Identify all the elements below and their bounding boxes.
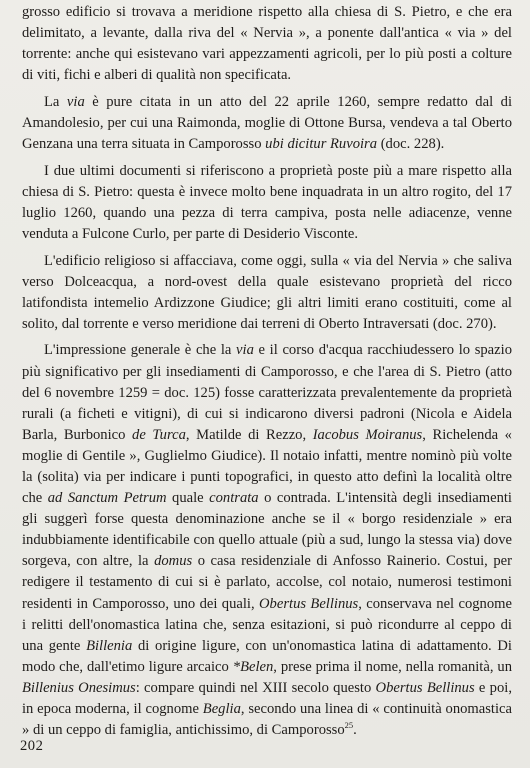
text-run: L'impressione generale è che la: [44, 342, 237, 359]
text-run: , prese prima il nome, nella romanità, un: [273, 658, 513, 675]
text-run: e il corso d'acqua racchiudessero lo spazio più significativo per gli insediamenti di Camporosso, e che l'area di S. Pietro (atto del 6 novembre 1259 = doc. 125) fosse caratterizzata prevalentemente da proprietà rurali (a ficheti e vitigni), di cui si indicarono diversi padroni (Nicola e Aidela Barla, Burbonico: [22, 342, 512, 443]
text-run: o contrada. L'intensità degli insediamenti gli suggerì forse questa denominazione anche se il « borgo residenziale » era indubbiamente identificabile con quello attuale (più a sud, lungo la stessa via) dove sorgeva, con altre, la: [22, 490, 512, 570]
text-run: e poi, in epoca moderna, il cognome: [22, 679, 512, 717]
italic-term: via: [236, 342, 254, 359]
italic-term: de Turca: [132, 426, 186, 443]
italic-term: ubi dicitur Ruvoira: [265, 136, 378, 153]
text-run: , Richelenda « moglie di Gentile », Guglielmo Giudice). Il notaio infatti, mentre nominò più volte la (solita) via per indicare i punti topografici, in questo atto definì la località oltre che: [22, 426, 512, 507]
text-run: , conservava nel cognome i relitti dell'onomastica latina che, senza esitazioni, si può ricondurre al ceppo di una gente: [22, 595, 512, 654]
text-run: quale: [166, 490, 210, 507]
italic-term: *Belen: [232, 658, 274, 675]
italic-term: Iacobus Moiranus: [312, 426, 423, 443]
text-run: La: [44, 93, 67, 110]
text-run: , secondo una linea di « continuità onomastica » di un ceppo di famiglia, antichissimo, di Camporosso: [22, 701, 512, 739]
text-run: è pure citata in un atto del 22 aprile 1260, sempre redatto dal di Amandolesio, per cui una Raimonda, moglie di Ottone Bursa, vendeva a tal Oberto Genzana una terra situata in Camporosso: [22, 93, 512, 153]
page-number: 202: [20, 738, 44, 754]
italic-term: Obertus Bellinus: [259, 595, 359, 612]
italic-term: Beglia: [202, 701, 241, 717]
text-run: : compare quindi nel XIII secolo questo: [135, 679, 376, 696]
paragraph: [22, 2, 512, 86]
footnote-ref: 25: [344, 720, 354, 731]
italic-term: Billenia: [86, 637, 133, 654]
italic-term: Obertus Bellinus: [375, 679, 475, 696]
text-run: .: [353, 722, 357, 739]
text-run: L'edificio religioso si affacciava, come oggi, sulla « via del Nervia » che saliva verso Dolceacqua, a nord-ovest della quale esistevano proprietà del ricco latifondista intemelio Ardizzone Giudice; gli altri limiti erano costituiti, come al solito, dal torrente e verso meridione dai terreni di Oberto Intraversati (doc. 270).: [22, 252, 512, 332]
text-run: grosso edificio si trovava a meridione rispetto alla chiesa di S. Pietro, e che era delimitato, a levante, dalla riva del « Nervia », a ponente dall'antica « via » del torrente: anche qui esistevano vari appezzamenti agricoli, per lo più posti a colture di viti, fichi e alberi di qualità non specificata.: [22, 4, 512, 84]
italic-term: via: [66, 93, 85, 110]
text-run: o casa residenziale di Anfosso Rainerio. Costui, per redigere il testamento di cui si è parlato, accolse, col notaio, numerosi testimoni residenti in Camporosso, uno dei quali,: [22, 553, 512, 612]
paragraph: [22, 251, 512, 335]
text-run: I due ultimi documenti si riferiscono a proprietà poste più a mare rispetto alla chiesa di S. Pietro: questa è invece molto bene inquadrata in un altro rogito, del 17 luglio 1260, quando una pezza di terra campiva, posta nelle adiacenze, venne venduta a Fulcone Curlo, per parte di Desiderio Visconte.: [22, 162, 512, 242]
body-text: [22, 2, 512, 747]
paragraph: [22, 340, 512, 741]
paragraph: [22, 161, 512, 245]
italic-term: ad Sanctum Petrum: [47, 490, 167, 507]
italic-term: Billenius Onesimus: [22, 679, 136, 696]
text-run: , Matilde di Rezzo,: [185, 426, 313, 443]
italic-term: contrata: [209, 490, 259, 507]
text-run: (doc. 228).: [377, 136, 445, 153]
italic-term: domus: [154, 553, 193, 570]
paragraph: [22, 92, 512, 155]
text-run: di origine ligure, con un'onomastica latina di adattamento. Di modo che, dall'etimo ligure arcaico: [22, 637, 512, 675]
